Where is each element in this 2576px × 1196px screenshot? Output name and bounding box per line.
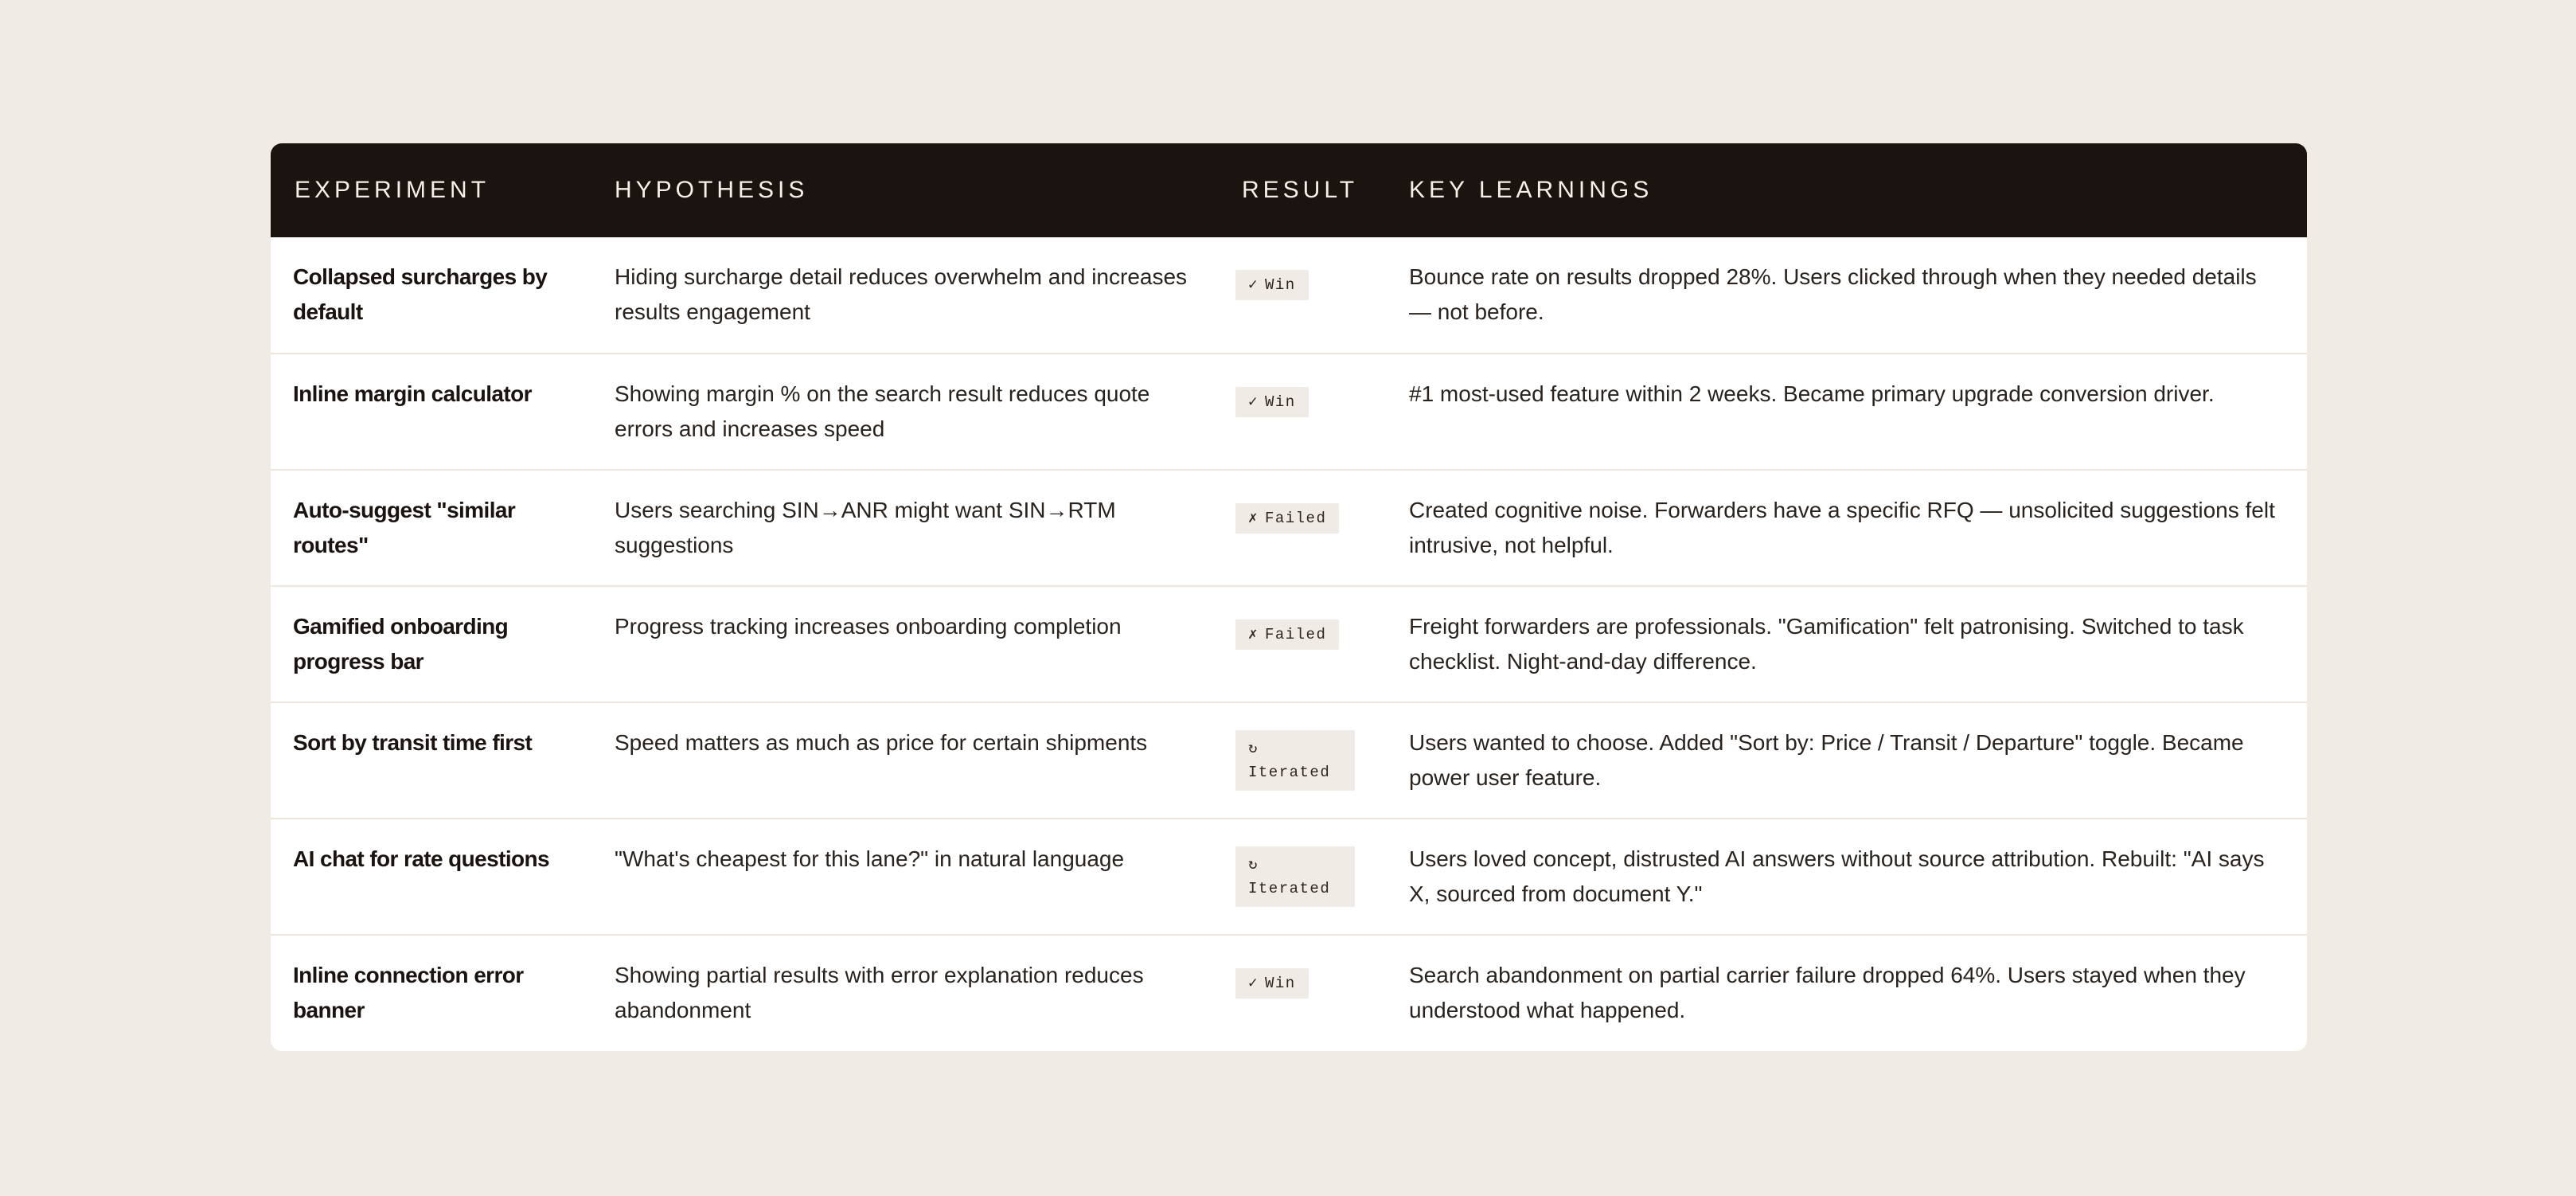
hypothesis-cell: Progress tracking increases onboarding completion	[615, 614, 1122, 639]
hypothesis-cell: Showing partial results with error explanation reduces abandonment	[615, 963, 1144, 1022]
result-label: Win	[1264, 975, 1296, 992]
result-badge	[1235, 270, 1309, 300]
column-header-hypothesis: HYPOTHESIS	[615, 177, 809, 203]
result-label: Failed	[1264, 626, 1327, 643]
table-row	[271, 935, 2307, 1051]
column-header-key-learnings: KEY LEARNINGS	[1409, 177, 1653, 203]
column-header-result: RESULT	[1242, 177, 1359, 203]
experiment-cell: Inline margin calculator	[293, 381, 532, 406]
table-row	[271, 702, 2307, 819]
cross-icon: ✗	[1248, 626, 1259, 643]
learnings-cell: Search abandonment on partial carrier failure dropped 64%. Users stayed when they understood what happened.	[1409, 963, 2246, 1022]
cross-icon: ✗	[1248, 510, 1259, 527]
result-badge	[1235, 619, 1339, 650]
result-label: Iterated	[1248, 880, 1331, 897]
result-cell	[1223, 935, 1390, 1051]
learnings-cell: Freight forwarders are professionals. "Gamification" felt patronising. Switched to task checklist. Night-and-day difference.	[1409, 614, 2244, 674]
hypothesis-cell: Showing margin % on the search result reduces quote errors and increases speed	[615, 381, 1150, 441]
table-row	[271, 354, 2307, 470]
learnings-cell: Users loved concept, distrusted AI answers without source attribution. Rebuilt: "AI says X, sourced from document Y."	[1409, 846, 2265, 906]
iterate-icon: ↻	[1248, 856, 1259, 874]
learnings-cell: Bounce rate on results dropped 28%. Users clicked through when they needed details — not before.	[1409, 264, 2257, 324]
hypothesis-cell: Speed matters as much as price for certain shipments	[615, 730, 1148, 755]
result-badge	[1235, 387, 1309, 417]
learnings-cell: #1 most-used feature within 2 weeks. Became primary upgrade conversion driver.	[1409, 381, 2215, 406]
check-icon: ✓	[1248, 975, 1259, 992]
hypothesis-cell: Hiding surcharge detail reduces overwhelm and increases results engagement	[615, 264, 1188, 324]
header-row	[271, 143, 2307, 237]
experiment-cell: Collapsed surcharges by default	[293, 264, 548, 324]
table-row	[271, 819, 2307, 935]
result-badge	[1235, 846, 1355, 907]
check-icon: ✓	[1248, 393, 1259, 411]
result-cell	[1223, 702, 1390, 819]
table-header	[271, 143, 2307, 237]
result-cell	[1223, 237, 1390, 354]
result-badge	[1235, 503, 1339, 534]
column-header-experiment: EXPERIMENT	[295, 177, 490, 203]
learnings-cell: Users wanted to choose. Added "Sort by: Price / Transit / Departure" toggle. Became power user feature.	[1409, 730, 2244, 790]
result-label: Iterated	[1248, 764, 1331, 781]
experiment-cell: Gamified onboarding progress bar	[293, 614, 509, 674]
result-cell	[1223, 354, 1390, 470]
table-row	[271, 470, 2307, 586]
table-row	[271, 586, 2307, 702]
result-cell	[1223, 586, 1390, 702]
experiment-cell: AI chat for rate questions	[293, 846, 550, 871]
hypothesis-cell: Users searching SIN→ANR might want SIN→RTM suggestions	[615, 498, 1116, 557]
experiments-table-card	[271, 143, 2307, 1051]
experiment-cell: Inline connection error banner	[293, 963, 524, 1022]
check-icon: ✓	[1248, 276, 1259, 294]
result-label: Win	[1264, 393, 1296, 411]
table-body	[271, 237, 2307, 1051]
result-label: Win	[1264, 276, 1296, 294]
table-row	[271, 237, 2307, 354]
experiment-cell: Sort by transit time first	[293, 730, 533, 755]
result-cell	[1223, 819, 1390, 935]
hypothesis-cell: "What's cheapest for this lane?" in natural language	[615, 846, 1125, 871]
result-label: Failed	[1264, 510, 1327, 527]
learnings-cell: Created cognitive noise. Forwarders have a specific RFQ — unsolicited suggestions felt intrusive, not helpful.	[1409, 498, 2275, 557]
iterate-icon: ↻	[1248, 740, 1259, 757]
result-cell	[1223, 470, 1390, 586]
experiments-table	[271, 143, 2307, 1051]
experiment-cell: Auto-suggest "similar routes"	[293, 498, 516, 557]
result-badge	[1235, 730, 1355, 791]
result-badge	[1235, 968, 1309, 999]
